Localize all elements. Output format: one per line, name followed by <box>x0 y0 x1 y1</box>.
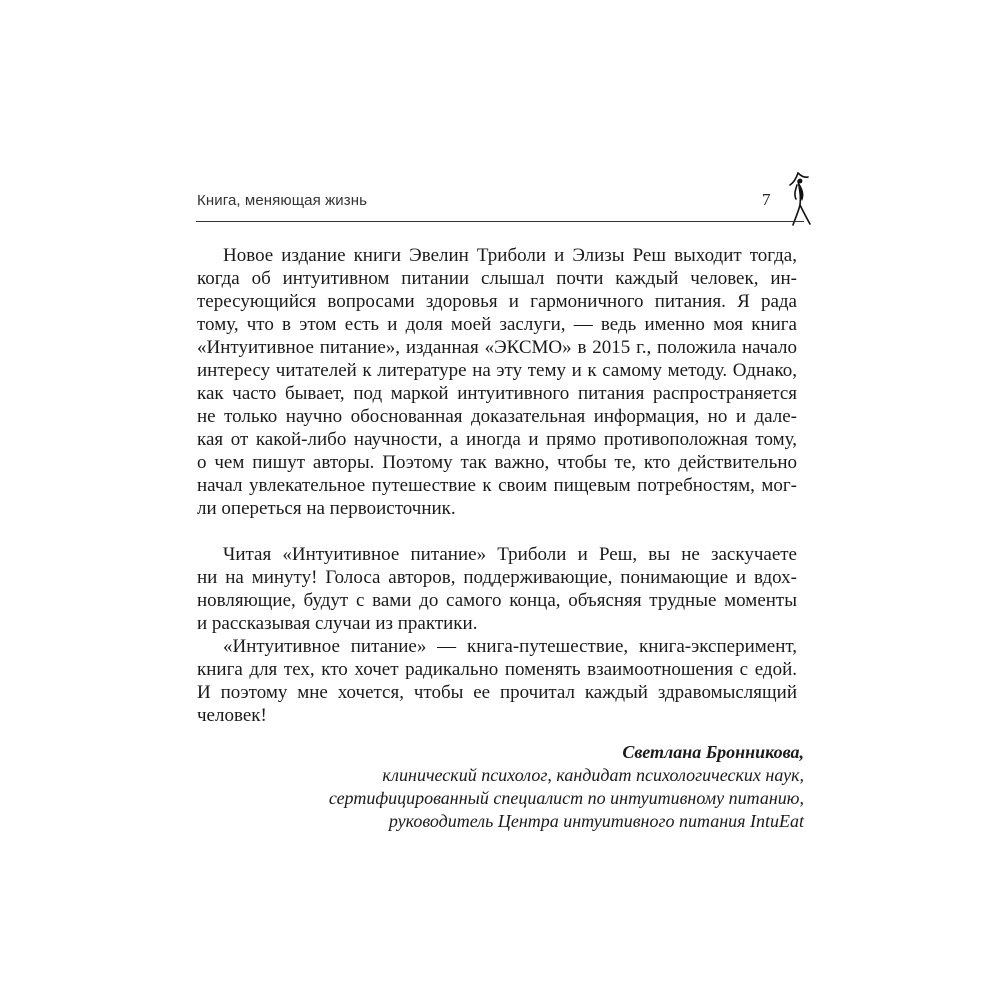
paragraph-1 <box>197 244 797 520</box>
text-line: новляющие, будут с вами до самого конца, объясняя трудные моменты <box>197 590 797 611</box>
author-role-line: руководитель Центра интуитивного питания IntuEat <box>388 811 804 831</box>
author-signature <box>204 741 804 833</box>
text-line: Читая «Интуитивное питание» Триболи и Реш, вы не заскучаете <box>223 544 797 565</box>
text-line: кая от какой-либо научности, а иногда и прямо противоположная тому, <box>197 429 797 450</box>
text-line: когда об интуитивном питании слышал почти каждый человек, ин- <box>197 268 797 289</box>
text-line: тересующийся вопросами здоровья и гармоничного питания. Я рада <box>197 291 797 312</box>
paragraph-gap <box>197 520 797 543</box>
text-line: как часто бывает, под маркой интуитивного питания распространяется <box>197 383 797 404</box>
text-line: Новое издание книги Эвелин Триболи и Элизы Реш выходит тогда, <box>223 245 797 266</box>
author-role-line: клинический психолог, кандидат психологических наук, <box>382 765 804 785</box>
text-line: «Интуитивное питание» — книга-путешествие, книга-эксперимент, <box>223 636 797 657</box>
text-line: человек! <box>197 705 267 726</box>
text-line: «Интуитивное питание», изданная «ЭКСМО» в 2015 г., положила начало <box>197 337 797 358</box>
text-line: о чем пишут авторы. Поэтому так важно, чтобы те, кто действительно <box>197 452 797 473</box>
text-line: ли опереться на первоисточник. <box>197 498 456 519</box>
page-number: 7 <box>762 190 771 209</box>
text-line: не только научно обоснованная доказательная информация, но и дале- <box>197 406 797 427</box>
paragraph-3 <box>197 635 797 727</box>
text-line: начал увлекательное путешествие к своим пищевым потребностям, мог- <box>197 475 797 496</box>
author-role-line: сертифицированный специалист по интуитивному питанию, <box>328 788 804 808</box>
body-text <box>197 244 797 727</box>
text-line: книга для тех, кто хочет радикально поменять взаимоотношения с едой. <box>197 659 797 680</box>
text-line: И поэтому мне хочется, чтобы ее прочитал каждый здравомыслящий <box>197 682 797 703</box>
text-line: ни на минуту! Голоса авторов, поддерживающие, понимающие и вдох- <box>197 567 797 588</box>
text-line: интересу читателей к литературе на эту тему и к самому методу. Однако, <box>197 360 797 381</box>
running-title: Книга, меняющая жизнь <box>197 192 367 209</box>
paragraph-2 <box>197 543 797 635</box>
text-line: тому, что в этом есть и доля моей заслуги, — ведь именно моя книга <box>197 314 797 335</box>
dancer-silhouette-icon <box>784 169 814 227</box>
text-line: и рассказывая случаи из практики. <box>197 613 478 634</box>
author-name: Светлана Бронникова, <box>622 742 804 762</box>
header-rule <box>196 221 804 222</box>
